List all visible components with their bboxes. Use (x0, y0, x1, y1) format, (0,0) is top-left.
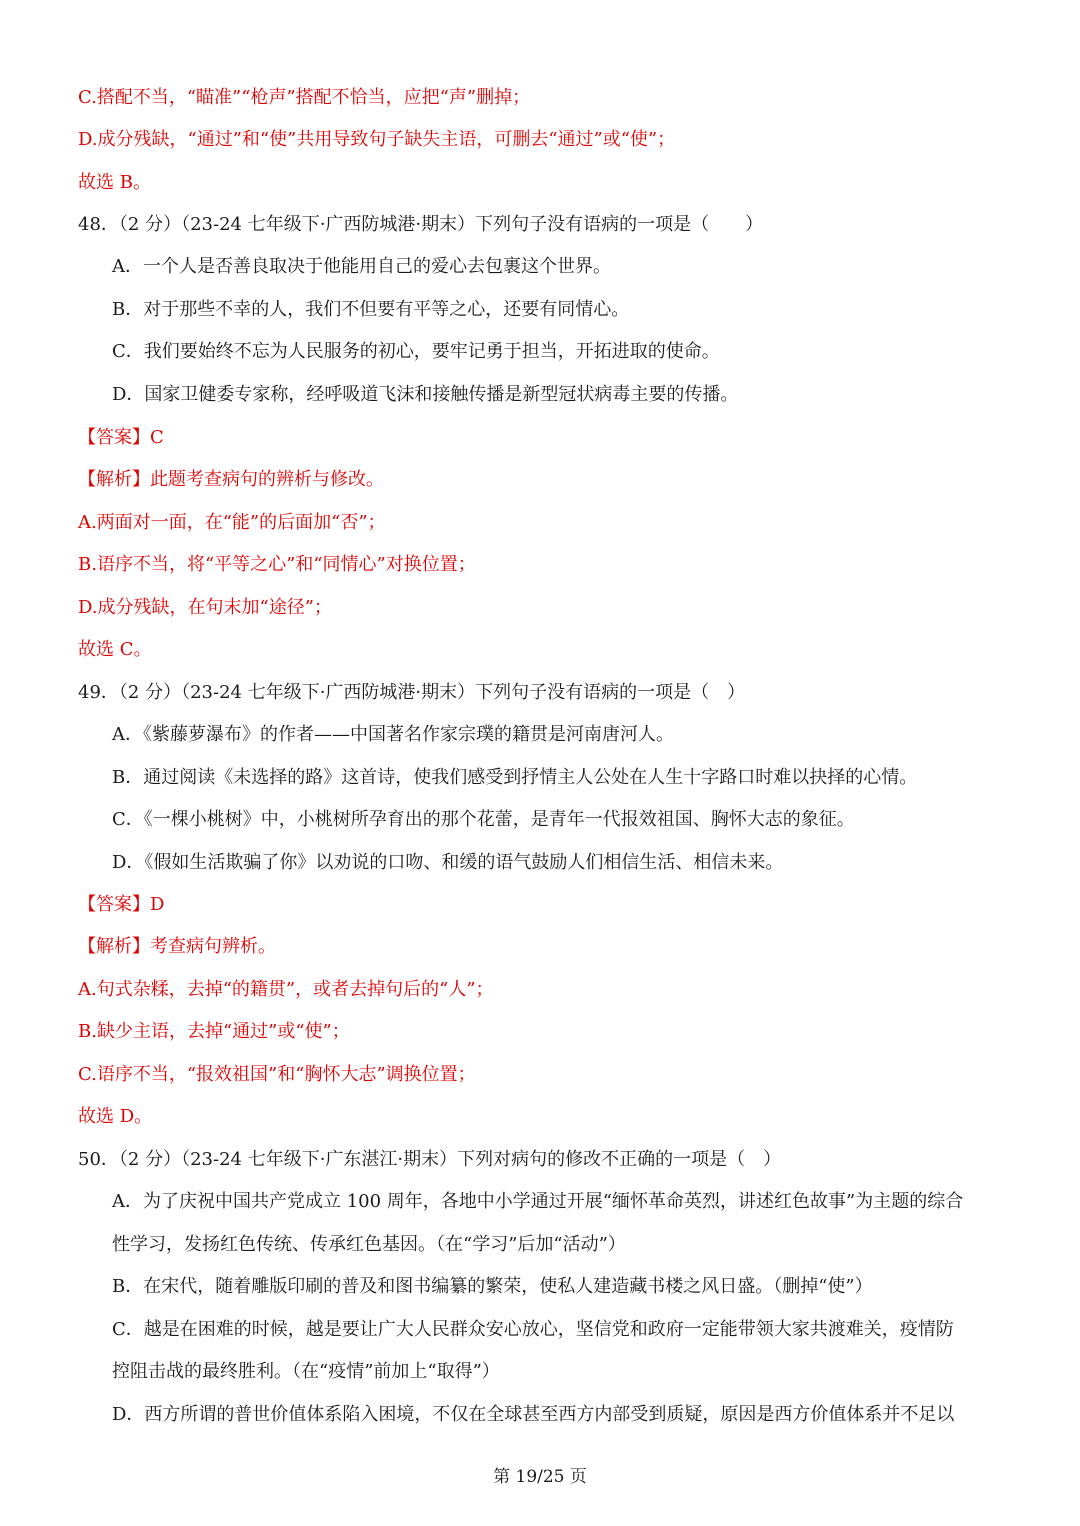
q48-explanation-a: A.两面对一面，在“能”的后面加“否”； (78, 512, 386, 533)
q50-stem: 50．（2 分）（23-24 七年级下·广东湛江·期末）下列对病句的修改不正确的一项是（ ） (78, 1149, 782, 1170)
q48-option-b: B．对于那些不幸的人，我们不但要有平等之心，还要有同情心。 (112, 299, 630, 320)
q48-explanation-b: B.语序不当，将“平等之心”和“同情心”对换位置； (78, 554, 476, 575)
q49-explanation-a: A.句式杂糅，去掉“的籍贯”，或者去掉句后的“人”； (78, 979, 494, 1000)
q50-option-c-line1: C．越是在困难的时候，越是要让广大人民群众安心放心，坚信党和政府一定能带领大家共渡难关，疫情防 (112, 1319, 954, 1340)
q48-analysis: 【解析】此题考查病句的辨析与修改。 (78, 469, 384, 490)
q49-conclusion: 故选 D。 (78, 1106, 153, 1127)
q48-option-a: A．一个人是否善良取决于他能用自己的爱心去包裹这个世界。 (112, 256, 611, 277)
q48-answer: 【答案】C (78, 427, 164, 448)
q49-option-c: C．《一棵小桃树》中，小桃树所孕育出的那个花蕾，是青年一代报效祖国、胸怀大志的象征。 (112, 809, 855, 830)
q50-option-b: B．在宋代，随着雕版印刷的普及和图书编纂的繁荣，使私人建造藏书楼之风日盛。（删掉“使”） (112, 1276, 873, 1297)
q50-option-c-line2: 控阻击战的最终胜利。（在“疫情”前加上“取得”） (112, 1361, 500, 1382)
q50-option-a-line2: 性学习，发扬红色传统、传承红色基因。（在“学习”后加“活动”） (112, 1234, 626, 1255)
q47-explanation-c: C.搭配不当，“瞄准”“枪声”搭配不恰当，应把“声”删掉； (78, 87, 531, 108)
q49-option-b: B．通过阅读《未选择的路》这首诗，使我们感受到抒情主人公处在人生十字路口时难以抉择的心情。 (112, 767, 918, 788)
q48-explanation-d: D.成分残缺，在句末加“途径”； (78, 597, 332, 618)
q49-analysis: 【解析】考查病句辨析。 (78, 936, 276, 957)
q47-explanation-d: D.成分残缺，“通过”和“使”共用导致句子缺失主语，可删去“通过”或“使”； (78, 129, 676, 150)
q48-option-c: C．我们要始终不忘为人民服务的初心，要牢记勇于担当，开拓进取的使命。 (112, 341, 720, 362)
q49-explanation-c: C.语序不当，“报效祖国”和“胸怀大志”调换位置； (78, 1064, 476, 1085)
q50-option-a-line1: A．为了庆祝中国共产党成立 100 周年，各地中小学通过开展“缅怀革命英烈，讲述红色故事”为主题的综合 (112, 1191, 964, 1212)
q47-conclusion: 故选 B。 (78, 172, 151, 193)
q49-option-a: A．《紫藤萝瀑布》的作者——中国著名作家宗璞的籍贯是河南唐河人。 (112, 724, 674, 745)
q48-option-d: D．国家卫健委专家称，经呼吸道飞沫和接触传播是新型冠状病毒主要的传播。 (112, 384, 739, 405)
q49-stem: 49．（2 分）（23-24 七年级下·广西防城港·期末）下列句子没有语病的一项是（ ） (78, 682, 746, 703)
q49-answer: 【答案】D (78, 894, 165, 915)
q48-conclusion: 故选 C。 (78, 639, 152, 660)
q48-stem: 48．（2 分）（23-24 七年级下·广西防城港·期末）下列句子没有语病的一项是（ ） (78, 214, 764, 235)
q49-explanation-b: B.缺少主语，去掉“通过”或“使”； (78, 1021, 350, 1042)
q49-option-d: D．《假如生活欺骗了你》以劝说的口吻、和缓的语气鼓励人们相信生活、相信未来。 (112, 852, 784, 873)
page-number: 第 19/25 页 (493, 1467, 587, 1487)
q50-option-d-line1: D．西方所谓的普世价值体系陷入困境，不仅在全球甚至西方内部受到质疑，原因是西方价值体系并不足以 (112, 1404, 955, 1425)
